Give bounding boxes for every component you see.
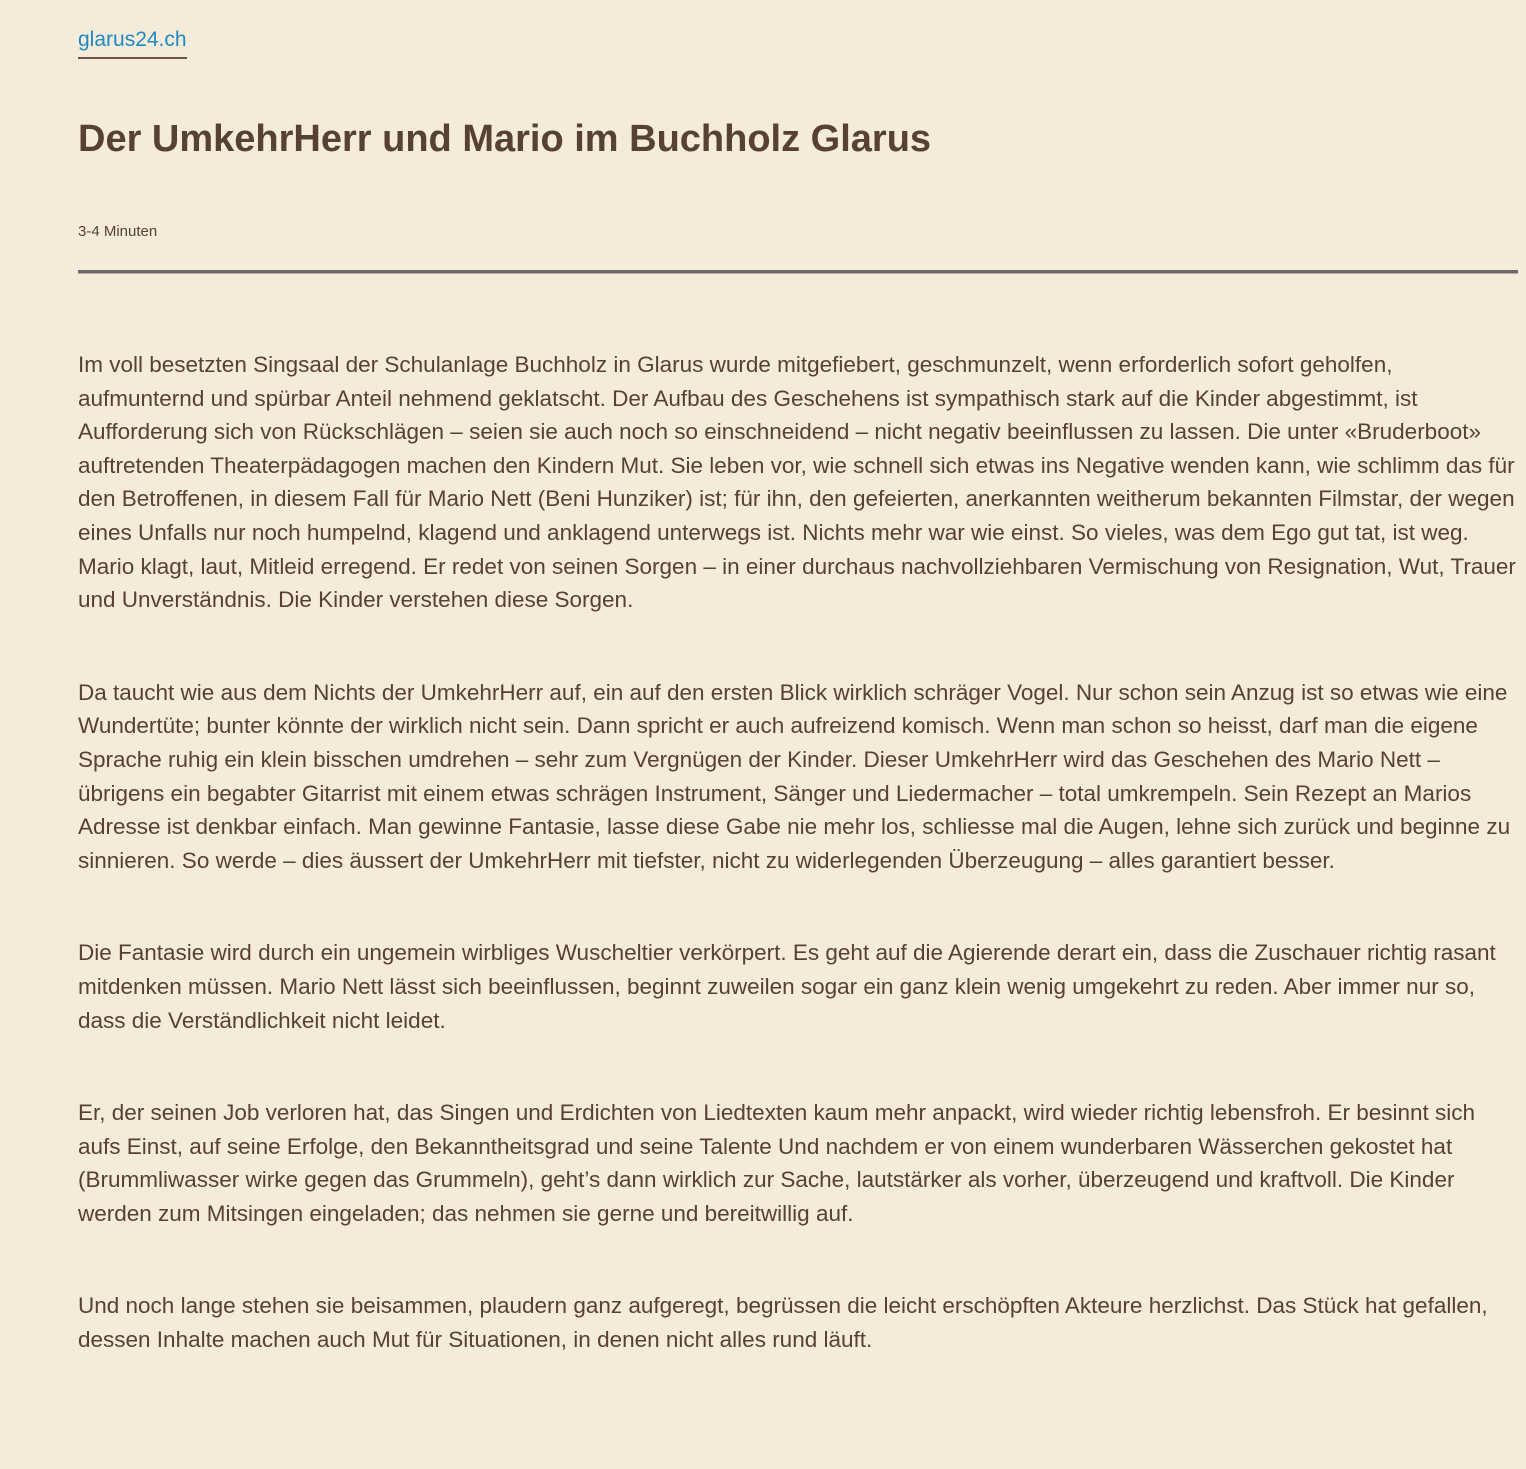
source-domain-link[interactable]: glarus24.ch — [78, 27, 187, 59]
article-paragraph: Er, der seinen Job verloren hat, das Singen und Erdichten von Liedtexten kaum mehr anpackt, wird wieder richtig lebensfroh. Er besinnt sich aufs Einst, auf seine Erfolge, den Bekanntheitsgrad und seine Talente Und nachdem er von einem wunderbaren Wässerchen gekostet hat (Brummliwasser wirke gegen das Grummeln), geht’s dann wirklich zur Sache, lautstärker als vorher, überzeugend und kraftvoll. Die Kinder werden zum Mitsingen eingeladen; das nehmen sie gerne und bereitwillig auf. — [78, 1100, 1476, 1226]
header-divider — [78, 270, 1518, 274]
reading-time: 3-4 Minuten — [78, 223, 158, 240]
article-paragraph: Und noch lange stehen sie beisammen, plaudern ganz aufgeregt, begrüssen die leicht erschöpften Akteure herzlichst. Das Stück hat gefallen, dessen Inhalte machen auch Mut für Situationen, in denen nicht alles rund läuft. — [78, 1293, 1488, 1353]
article-paragraph: Im voll besetzten Singsaal der Schulanlage Buchholz in Glarus wurde mitgefiebert, geschmunzelt, wenn erforderlich sofort geholfen, aufmunternd und spürbar Anteil nehmend geklatscht. Der Aufbau des Geschehens ist sympathisch stark auf die Kinder abgestimmt, ist Aufforderung sich von Rückschlägen – seien sie auch noch so einschneidend – nicht negativ beeinflussen zu lassen. Die unter «Bruderboot» auftretenden Theaterpädagogen machen den Kindern Mut. Sie leben vor, wie schnell sich etwas ins Negative wenden kann, wie schlimm das für den Betroffenen, in diesem Fall für Mario Nett (Beni Hunziker) ist; für ihn, den gefeierten, anerkannten weitherum bekannten Filmstar, der wegen eines Unfalls nur noch humpelnd, klagend und anklagend unterwegs ist. Nichts mehr war wie einst. So vieles, was dem Ego gut tat, ist weg. Mario klagt, laut, Mitleid erregend. Er redet von seinen Sorgen – in einer durchaus nachvollziehbaren Vermischung von Resignation, Wut, Trauer und Unverständnis. Die Kinder verstehen diese Sorgen. — [78, 352, 1516, 613]
article-paragraph: Da taucht wie aus dem Nichts der UmkehrHerr auf, ein auf den ersten Blick wirklich schräger Vogel. Nur schon sein Anzug ist so etwas wie eine Wundertüte; bunter könnte der wirklich nicht sein. Dann spricht er auch aufreizend komisch. Wenn man schon so heisst, darf man die eigene Sprache ruhig ein klein bisschen umdrehen – sehr zum Vergnügen der Kinder. Dieser UmkehrHerr wird das Geschehen des Mario Nett – übrigens ein begabter Gitarrist mit einem etwas schrägen Instrument, Sänger und Liedermacher – total umkrempeln. Sein Rezept an Marios Adresse ist denkbar einfach. Man gewinne Fantasie, lasse diese Gabe nie mehr los, schliesse mal die Augen, lehne sich zurück und beginne zu sinnieren. So werde – dies äussert der UmkehrHerr mit tiefster, nicht zu widerlegenden Überzeugung – alles garantiert besser. — [78, 679, 1511, 873]
article-paragraph: Die Fantasie wird durch ein ungemein wirbliges Wuscheltier verkörpert. Es geht auf die Agierende derart ein, dass die Zuschauer richtig rasant mitdenken müssen. Mario Nett lässt sich beeinflussen, beginnt zuweilen sogar ein ganz klein wenig umgekehrt zu reden. Aber immer nur so, dass die Verständlichkeit nicht leidet. — [78, 940, 1496, 1033]
article-title: Der UmkehrHerr und Mario im Buchholz Glarus — [78, 118, 932, 160]
article-body — [78, 348, 1518, 1357]
